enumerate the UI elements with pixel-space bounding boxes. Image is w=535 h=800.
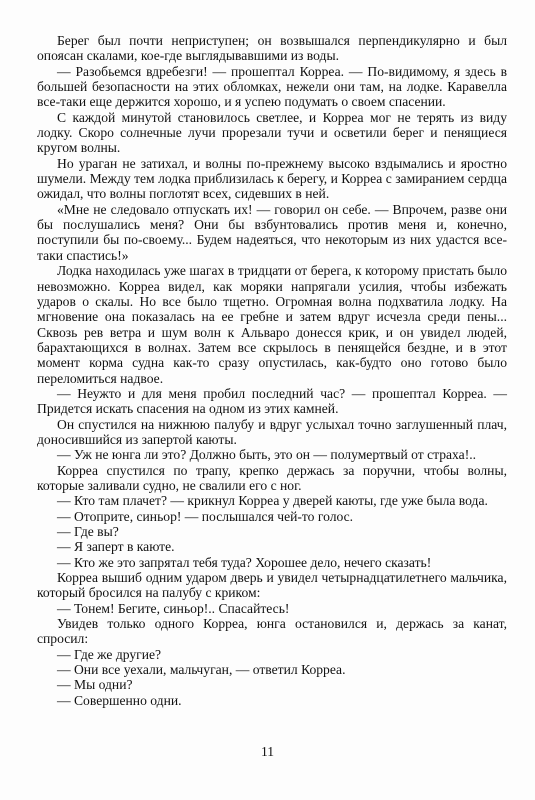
page-number: 11 xyxy=(260,744,275,759)
paragraph: — Отоприте, синьор! — послышался чей-то голос. xyxy=(57,508,354,524)
paragraph: — Неужто и для меня пробил последний час? — прошептал Корреа. — Придется искать спасения на одном из этих камней. xyxy=(37,385,507,417)
paragraph: — Мы одни? xyxy=(57,677,133,693)
paragraph: — Где же другие? xyxy=(57,646,162,662)
paragraph: Корреа спустился по трапу, крепко держась за поручни, чтобы волны, которые заливали судно, не свалили его с ног. xyxy=(37,462,507,493)
paragraph: Лодка находилась уже шагах в тридцати от берега, к которому пристать было невозможно. Корреа видел, как моряки напрягали усилия, чтобы избежать ударов о скалы. Но все было тщетно. Огромная волна подхватила лодку. На мгновение она показалась на ее гребне и затем вдруг исчезла среди пены... Сквозь рев ветра и шум волн к Альваро донесся крик, и он увидел людей, барахтающихся в волнах. Затем все скрылось в пенящейся бездне, и в этот момент корма судна как-то сразу опустилась, как-будто оно готово было переломиться надвое. xyxy=(37,263,507,386)
paragraph: «Мне не следовало отпускать их! — говорил он себе. — Впрочем, разве они бы послушались меня? Они бы взбунтовались против меня и, конечно, поступили бы по-своему... Будем надеяться, что некоторым из них удастся все-таки спастись!» xyxy=(37,201,507,263)
paragraph: — Совершенно одни. xyxy=(57,692,182,708)
paragraph: — Кто там плачет? — крикнул Корреа у дверей каюты, где уже была вода. xyxy=(57,493,488,509)
paragraph: — Тонем! Бегите, синьор!.. Спасайтесь! xyxy=(57,600,290,616)
paragraph: С каждой минутой становилось светлее, и Корреа мог не терять из виду лодку. Скоро солнечные лучи прорезали тучи и осветили берег и пенящиеся кругом волны. xyxy=(37,109,507,156)
paragraph: — Уж не юнга ли это? Должно быть, это он — полумертвый от страха!.. xyxy=(57,447,477,463)
paragraph: Он спустился на нижнюю палубу и вдруг услыхал точно заглушенный плач, доносившийся из запертой каюты. xyxy=(37,416,507,447)
paragraph: — Они все уехали, мальчуган, — ответил Корреа. xyxy=(57,662,346,678)
paragraph: — Где вы? xyxy=(57,524,119,539)
paragraph: — Я заперт в каюте. xyxy=(57,539,175,555)
paragraph: Но ураган не затихал, и волны по-прежнему высоко вздымались и яростно шумели. Между тем лодка приблизилась к берегу, и Корреа с замиранием сердца ожидал, что волны поглотят всех, сидевших в ней. xyxy=(37,155,507,202)
paragraph: Увидев только одного Корреа, юнга остановился и, держась за канат, спросил: xyxy=(37,616,507,647)
paragraph: — Кто же это запрятал тебя туда? Хорошее дело, нечего сказать! xyxy=(57,554,432,570)
paragraph: Корреа вышиб одним ударом дверь и увидел четырнадцатилетнего мальчика, который бросился на палубу с криком: xyxy=(37,570,507,601)
paragraph: — Разобьемся вдребезги! — прошептал Корреа. — По-видимому, я здесь в большей безопасности на этих обломках, нежели они там, на лодке. Каравелла все-таки еще держится хорошо, и я успею подумать о своем спасении. xyxy=(37,63,507,110)
paragraph: Берег был почти неприступен; он возвышался перпендикулярно и был опоясан скалами, кое-где выглядывавшими из воды. xyxy=(37,33,507,64)
body-text xyxy=(37,33,507,708)
